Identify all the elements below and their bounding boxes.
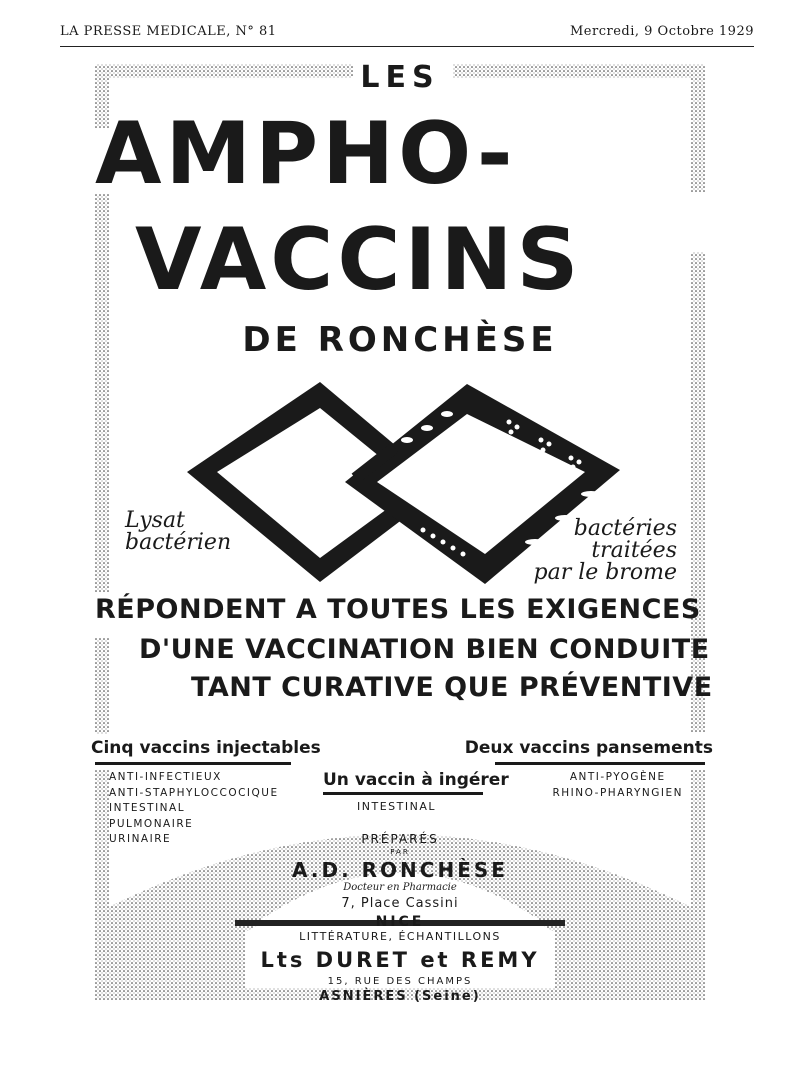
maker-city: NICE bbox=[375, 914, 425, 930]
frame-left-low bbox=[95, 638, 109, 734]
advertisement bbox=[91, 60, 713, 1004]
caption-bact-line2: traitées bbox=[591, 538, 677, 563]
left-heading-rule bbox=[95, 762, 291, 765]
literature-label: LITTÉRATURE, ÉCHANTILLONS bbox=[299, 930, 501, 943]
caption-lysat bbox=[125, 510, 231, 554]
list-item: ANTI-STAPHYLOCCOCIQUE bbox=[109, 786, 279, 799]
list-item: ANTI-PYOGÈNE bbox=[569, 771, 666, 783]
list-item: INTESTINAL bbox=[109, 802, 186, 814]
title-vaccins: VACCINS bbox=[135, 210, 583, 310]
page-header bbox=[60, 22, 754, 47]
middle-heading-rule bbox=[323, 792, 483, 795]
slogan-line-2: D'UNE VACCINATION BIEN CONDUITE bbox=[139, 634, 710, 665]
right-column-heading: Deux vaccins pansements bbox=[464, 738, 713, 758]
distributor-name: Lts DURET et REMY bbox=[260, 948, 540, 972]
distributor-street: 15, RUE DES CHAMPS bbox=[327, 976, 473, 987]
journal-title: LA PRESSE MEDICALE, N° 81 bbox=[60, 24, 277, 39]
right-heading-rule bbox=[495, 762, 705, 765]
frame-left bbox=[95, 194, 109, 592]
middle-column-heading: Un vaccin à ingérer bbox=[323, 770, 509, 790]
maker-title: Docteur en Pharmacie bbox=[343, 882, 457, 893]
par-label: PAR bbox=[390, 848, 410, 856]
caption-lysat-line1: Lysat bbox=[125, 508, 185, 533]
list-item: URINAIRE bbox=[109, 833, 172, 845]
prepared-label: PRÉPARÉS bbox=[361, 832, 439, 846]
caption-bacteries bbox=[534, 518, 677, 584]
list-item: PULMONAIRE bbox=[109, 817, 194, 830]
title-les: LES bbox=[360, 60, 440, 95]
left-column-heading: Cinq vaccins injectables bbox=[91, 738, 321, 758]
caption-lysat-line2: bactérien bbox=[125, 530, 232, 555]
maker-name: A.D. RONCHÈSE bbox=[292, 858, 508, 882]
right-column-list bbox=[552, 770, 683, 801]
distributor-city: ASNIÈRES (Seine) bbox=[319, 989, 481, 1004]
list-item: ANTI-INFECTIEUX bbox=[109, 771, 222, 783]
middle-column-item: INTESTINAL bbox=[357, 800, 436, 813]
list-item: RHINO-PHARYNGIEN bbox=[552, 786, 683, 799]
issue-date: Mercredi, 9 Octobre 1929 bbox=[570, 24, 754, 39]
slogan-line-1: RÉPONDENT A TOUTES LES EXIGENCES bbox=[95, 594, 701, 625]
slogan-line-3: TANT CURATIVE QUE PRÉVENTIVE bbox=[191, 672, 713, 703]
subtitle-ronchese: DE RONCHÈSE bbox=[242, 320, 558, 360]
maker-address: 7, Place Cassini bbox=[341, 896, 459, 911]
caption-bact-line1: bactéries bbox=[573, 516, 677, 541]
caption-bact-line3: par le brome bbox=[533, 560, 677, 585]
title-ampho: AMPHO- bbox=[95, 104, 517, 204]
